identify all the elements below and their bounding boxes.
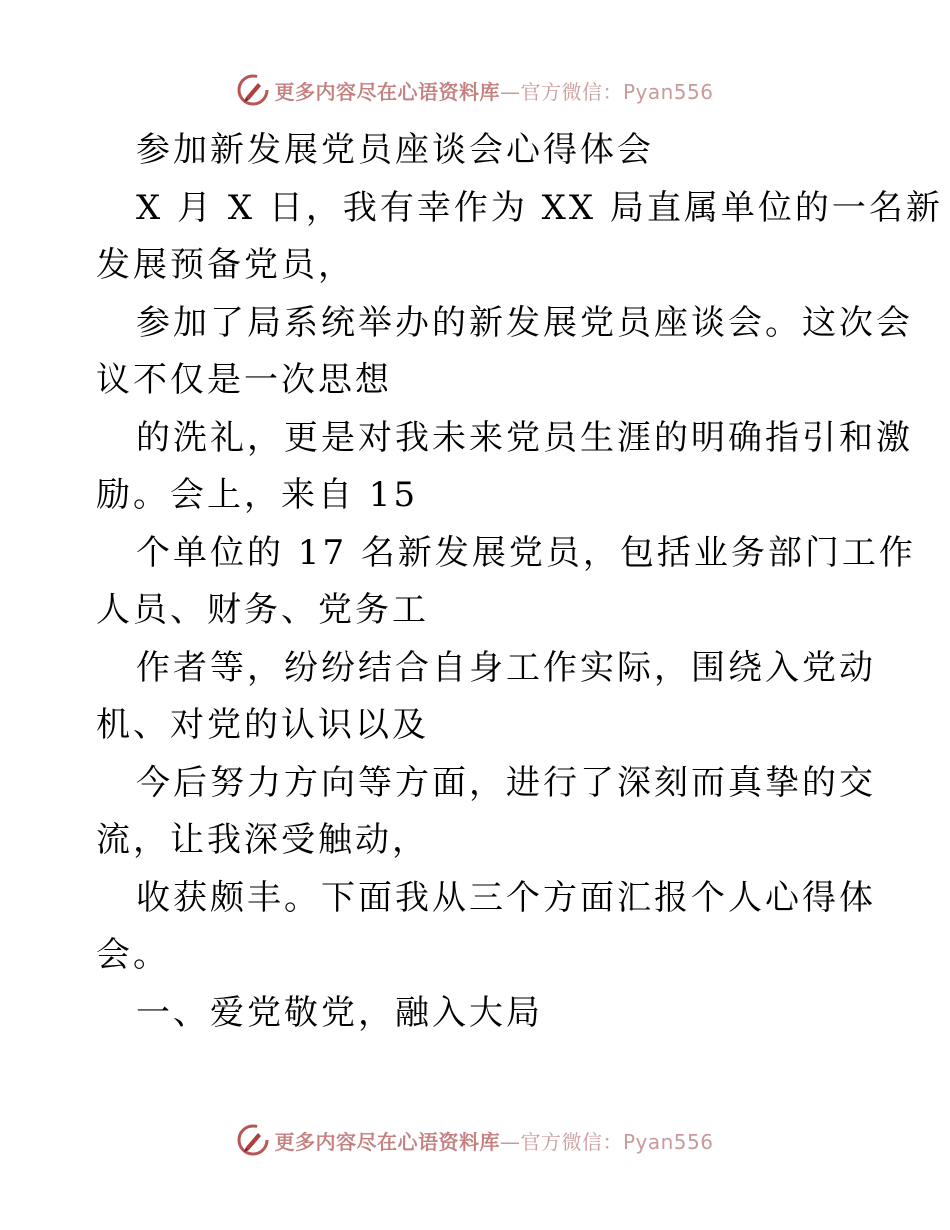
text-line: 机、对党的认识以及 [96,705,429,745]
pen-logo-icon [236,1123,270,1157]
document-body [96,122,943,1042]
watermark-lead: 更多内容尽在心语资料库 [274,79,500,104]
section-heading: 一、爱党敬党，融入大局 [136,992,543,1033]
text-line: 人员、财务、党务工 [96,590,429,630]
text-line: 流，让我深受触动， [96,820,429,860]
text-line: 收获颇丰。下面我从三个方面汇报个人心得体 [136,877,876,918]
text-line: 发展预备党员， [96,245,355,285]
text-line: 参加了局系统举办的新发展党员座谈会。这次会 [136,302,913,343]
watermark-dash: — [499,79,521,104]
watermark-dash: — [499,1129,521,1154]
watermark-text [274,76,713,105]
text-line: X 月 X 日，我有幸作为 XX 局直属单位的一名新 [136,187,943,228]
document-title: 参加新发展党员座谈会心得体会 [136,130,654,170]
watermark-lead: 更多内容尽在心语资料库 [274,1129,500,1154]
text-line: 个单位的 17 名新发展党员，包括业务部门工作 [136,532,916,573]
text-line: 励。会上，来自 15 [96,475,419,515]
watermark-header [0,70,950,110]
pen-logo-icon [236,73,270,107]
watermark-rest: 官方微信：Pyan556 [520,79,714,104]
text-line: 今后努力方向等方面，进行了深刻而真挚的交 [136,762,876,803]
text-line: 的洗礼，更是对我未来党员生涯的明确指引和激 [136,417,913,458]
text-line: 作者等，纷纷结合自身工作实际，围绕入党动 [136,647,876,688]
watermark-text [274,1126,713,1155]
text-line: 议不仅是一次思想 [96,360,392,400]
watermark-footer [0,1120,950,1160]
watermark-rest: 官方微信：Pyan556 [520,1129,714,1154]
text-line: 会。 [96,935,170,975]
